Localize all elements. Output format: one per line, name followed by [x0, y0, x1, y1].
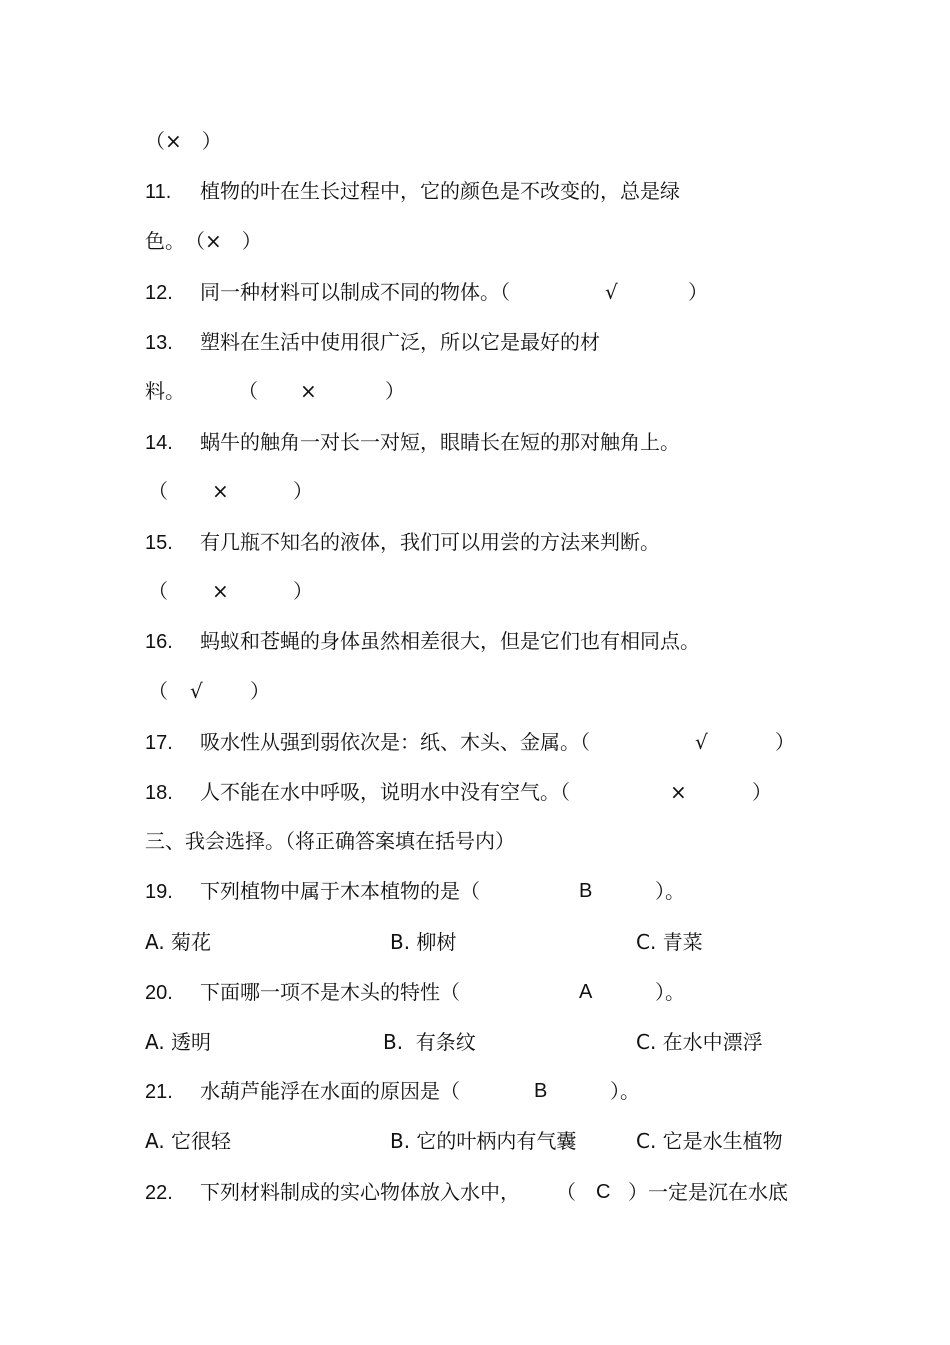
option-b: B. 柳树: [390, 930, 457, 954]
question-16: [145, 628, 700, 655]
question-number: 21.: [145, 1081, 173, 1103]
question-number: 15.: [145, 532, 173, 554]
close-paren: ）。: [610, 1079, 640, 1103]
answer-letter: B: [534, 1080, 548, 1102]
answer-mark: ×: [300, 379, 317, 403]
question-number: 18.: [145, 782, 173, 804]
question-number: 22.: [145, 1182, 173, 1204]
close-paren: ）: [752, 780, 772, 804]
section-title: 三、我会选择。（将正确答案填在括号内）: [145, 829, 515, 853]
question-text: 人不能在水中呼吸，说明水中没有空气。（: [200, 780, 570, 804]
option-a: A. 它很轻: [145, 1129, 232, 1153]
open-paren: （: [238, 379, 258, 403]
question-text: 植物的叶在生长过程中，它的颜色是不改变的，总是绿: [200, 179, 680, 203]
question-19: [145, 878, 480, 905]
question-number: 13.: [145, 332, 173, 354]
open-paren: （: [556, 1180, 576, 1204]
question-text: 下列植物中属于木本植物的是（: [200, 879, 480, 903]
question-11-continued: [145, 228, 262, 254]
question-12: [145, 279, 510, 306]
open-paren: （: [148, 579, 168, 603]
question-number: 14.: [145, 432, 173, 454]
answer-mark: ×: [670, 780, 687, 804]
question-13-continued: [145, 378, 185, 404]
close-paren: ）。: [655, 980, 685, 1004]
close-paren: ）: [293, 479, 313, 503]
option-a: A. 透明: [145, 1030, 212, 1054]
close-paren: ）: [775, 730, 795, 754]
answer-letter: B: [579, 880, 593, 902]
open-paren: （: [148, 679, 168, 703]
question-21: [145, 1078, 460, 1105]
question-text: 料。: [145, 379, 185, 403]
option-b: B. 它的叶柄内有气囊: [390, 1129, 577, 1153]
option-c: C. 青菜: [636, 930, 703, 954]
question-number: 19.: [145, 881, 173, 903]
question-text: 蜗牛的触角一对长一对短，眼睛长在短的那对触角上。: [200, 430, 680, 454]
question-number: 12.: [145, 282, 173, 304]
question-text: 下面哪一项不是木头的特性（: [200, 980, 460, 1004]
question-text: 蚂蚁和苍蝇的身体虽然相差很大，但是它们也有相同点。: [200, 629, 700, 653]
close-paren: ）: [250, 679, 270, 703]
question-20: [145, 979, 460, 1006]
question-number: 16.: [145, 631, 173, 653]
question-text: 同一种材料可以制成不同的物体。（: [200, 280, 510, 304]
option-b: B. 有条纹: [383, 1030, 476, 1054]
question-11: [145, 178, 680, 205]
close-paren: ）: [385, 379, 405, 403]
answer-mark: ×: [212, 479, 229, 503]
question-text: 塑料在生活中使用很广泛，所以它是最好的材: [200, 330, 600, 354]
answer-text: （× ）: [145, 129, 222, 153]
question-13: [145, 329, 600, 356]
question-text: 吸水性从强到弱依次是：纸、木头、金属。（: [200, 730, 590, 754]
open-paren: （: [148, 479, 168, 503]
question-text: 色。 （× ）: [145, 229, 262, 253]
option-a: A. 菊花: [145, 930, 212, 954]
answer-letter: C: [596, 1181, 611, 1203]
question-number: 17.: [145, 732, 173, 754]
close-paren: ）。: [655, 879, 685, 903]
answer-mark: √: [695, 730, 708, 754]
question-14: [145, 429, 680, 456]
answer-mark: √: [190, 679, 203, 703]
section-heading: [145, 828, 515, 854]
answer-letter: A: [579, 981, 593, 1003]
answer-mark: √: [605, 280, 618, 304]
question-18: [145, 779, 570, 806]
question-text: 有几瓶不知名的液体，我们可以用尝的方法来判断。: [200, 530, 660, 554]
question-number: 20.: [145, 982, 173, 1004]
question-22: [145, 1179, 520, 1206]
option-c: C. 它是水生植物: [636, 1129, 783, 1153]
question-17: [145, 729, 590, 756]
question-text: 下列材料制成的实心物体放入水中，: [200, 1180, 520, 1204]
option-c: C. 在水中漂浮: [636, 1030, 763, 1054]
question-15: [145, 529, 660, 556]
answer-line-prev: [145, 128, 222, 154]
close-paren: ）: [688, 280, 708, 304]
question-text: 水葫芦能浮在水面的原因是（: [200, 1079, 460, 1103]
close-paren-tail: ）一定是沉在水底: [628, 1180, 788, 1204]
answer-mark: ×: [212, 579, 229, 603]
question-number: 11.: [145, 181, 172, 203]
close-paren: ）: [293, 579, 313, 603]
